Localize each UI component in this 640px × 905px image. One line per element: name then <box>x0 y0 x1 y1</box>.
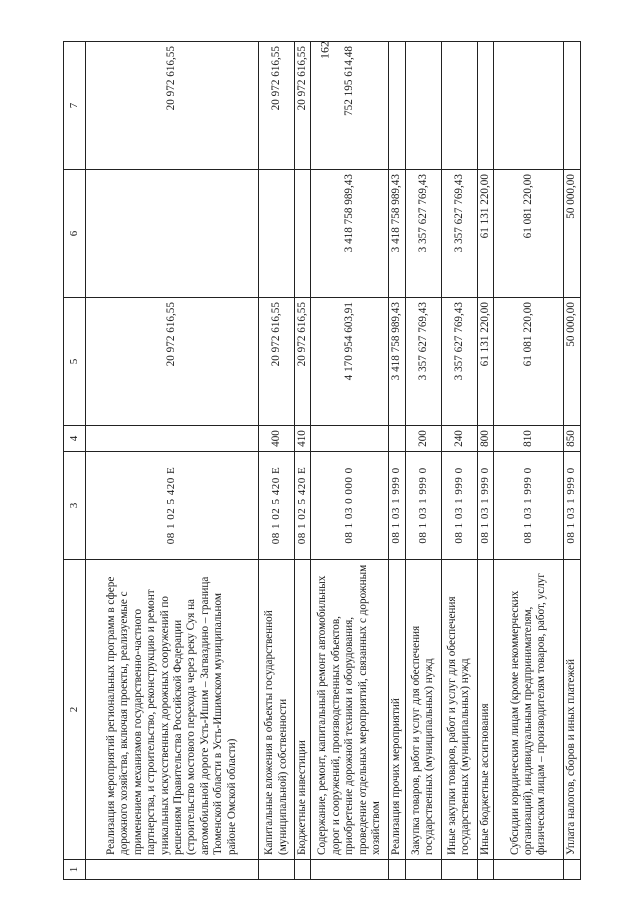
row-kvr-cell: 800 <box>477 426 493 452</box>
row-kvr-cell: 410 <box>295 426 311 452</box>
row-value-6-cell: 3 418 758 989,43 <box>389 170 405 298</box>
row-name-cell: Иные бюджетные ассигнования <box>477 560 493 860</box>
row-code-cell: 08 1 02 5 420 Е <box>86 452 259 560</box>
row-value-6-cell: 50 000,00 <box>564 170 580 298</box>
row-code-cell: 08 1 02 5 420 Е <box>295 452 311 560</box>
row-code-cell: 08 1 03 1 999 0 <box>405 452 441 560</box>
row-name-cell: Содержание, ремонт, капитальный ремонт автомобильных дорог и сооружений, производственных объектов, приобретение дорожной техники и оборудования, проведение отдельных мероприятий, связанных с дорожным хозяйством <box>311 560 389 860</box>
row-value-7-cell <box>494 42 564 170</box>
table-row <box>389 42 405 880</box>
row-number-cell <box>259 860 295 880</box>
row-number-cell <box>477 860 493 880</box>
row-value-5-cell: 4 170 954 603,91 <box>311 298 389 426</box>
row-value-7-cell <box>405 42 441 170</box>
row-name-cell: Закупка товаров, работ и услуг для обеспечения государственных (муниципальных) нужд <box>405 560 441 860</box>
row-kvr-cell <box>86 426 259 452</box>
row-value-7-cell <box>477 42 493 170</box>
row-name-cell: Бюджетные инвестиции <box>295 560 311 860</box>
table-row <box>86 42 259 880</box>
row-number-cell <box>86 860 259 880</box>
row-code-cell: 08 1 03 1 999 0 <box>477 452 493 560</box>
table-row <box>494 42 564 880</box>
header-col-7: 7 <box>64 42 86 170</box>
row-value-6-cell <box>259 170 295 298</box>
row-code-cell: 08 1 03 1 999 0 <box>564 452 580 560</box>
row-value-7-cell <box>389 42 405 170</box>
column-number-header <box>64 42 86 880</box>
table-row <box>405 42 441 880</box>
row-value-6-cell <box>295 170 311 298</box>
row-code-cell: 08 1 03 1 999 0 <box>441 452 477 560</box>
row-code-cell: 08 1 03 1 999 0 <box>494 452 564 560</box>
row-kvr-cell: 400 <box>259 426 295 452</box>
row-name-cell: Реализация прочих мероприятий <box>389 560 405 860</box>
header-col-1: 1 <box>64 860 86 880</box>
row-number-cell <box>389 860 405 880</box>
row-name-cell: Капитальные вложения в объекты государственной (муниципальной) собственности <box>259 560 295 860</box>
row-value-6-cell <box>86 170 259 298</box>
row-value-5-cell: 20 972 616,55 <box>295 298 311 426</box>
row-code-cell: 08 1 02 5 420 Е <box>259 452 295 560</box>
row-kvr-cell <box>311 426 389 452</box>
table-row <box>295 42 311 880</box>
row-value-7-cell: 20 972 616,55 <box>86 42 259 170</box>
row-value-7-cell: 20 972 616,55 <box>295 42 311 170</box>
row-value-5-cell: 3 418 758 989,43 <box>389 298 405 426</box>
row-number-cell <box>295 860 311 880</box>
row-value-5-cell: 3 357 627 769,43 <box>405 298 441 426</box>
row-kvr-cell <box>389 426 405 452</box>
row-kvr-cell: 850 <box>564 426 580 452</box>
row-value-5-cell: 61 131 220,00 <box>477 298 493 426</box>
row-value-6-cell: 3 357 627 769,43 <box>405 170 441 298</box>
row-value-5-cell: 50 000,00 <box>564 298 580 426</box>
table-row <box>564 42 580 880</box>
row-kvr-cell: 240 <box>441 426 477 452</box>
row-kvr-cell: 200 <box>405 426 441 452</box>
header-col-6: 6 <box>64 170 86 298</box>
header-col-5: 5 <box>64 298 86 426</box>
row-value-7-cell: 20 972 616,55 <box>259 42 295 170</box>
header-col-4: 4 <box>64 426 86 452</box>
row-name-cell: Иные закупки товаров, работ и услуг для обеспечения государственных (муниципальных) нужд <box>441 560 477 860</box>
row-number-cell <box>405 860 441 880</box>
row-name-cell: Уплата налогов, сборов и иных платежей <box>564 560 580 860</box>
row-number-cell <box>311 860 389 880</box>
row-value-7-cell: 752 195 614,48 <box>311 42 389 170</box>
table-row <box>311 42 389 880</box>
budget-table <box>63 41 581 880</box>
table-row <box>259 42 295 880</box>
page-number: 162 <box>317 41 332 59</box>
row-value-5-cell: 3 357 627 769,43 <box>441 298 477 426</box>
row-number-cell <box>564 860 580 880</box>
row-value-7-cell <box>441 42 477 170</box>
table-row <box>477 42 493 880</box>
row-value-6-cell: 61 081 220,00 <box>494 170 564 298</box>
budget-table-container <box>63 42 591 880</box>
row-value-6-cell: 3 418 758 989,43 <box>311 170 389 298</box>
row-number-cell <box>494 860 564 880</box>
row-value-6-cell: 61 131 220,00 <box>477 170 493 298</box>
header-col-2: 2 <box>64 560 86 860</box>
row-value-5-cell: 20 972 616,55 <box>259 298 295 426</box>
row-code-cell: 08 1 03 0 000 0 <box>311 452 389 560</box>
table-row <box>441 42 477 880</box>
row-number-cell <box>441 860 477 880</box>
row-value-5-cell: 61 081 220,00 <box>494 298 564 426</box>
row-value-5-cell: 20 972 616,55 <box>86 298 259 426</box>
row-code-cell: 08 1 03 1 999 0 <box>389 452 405 560</box>
row-name-cell: Реализация мероприятий региональных программ в сфере дорожного хозяйства, включая проекты, реализуемые с применением механизмов государственно-частного партнерства, и строительство, реконструкцию и ремонт уникальных искусственных дорожных сооружений по решениям Правительства Российской Федерации (строительство мостового перехода через реку Суя на автомобильной дороге Усть-Ишим – Загваздино – граница Тюменской области в Усть-Ишимском муниципальном районе Омской области) <box>86 560 259 860</box>
row-kvr-cell: 810 <box>494 426 564 452</box>
row-value-6-cell: 3 357 627 769,43 <box>441 170 477 298</box>
row-value-7-cell <box>564 42 580 170</box>
row-name-cell: Субсидии юридическим лицам (кроме некоммерческих организаций), индивидуальным предпринимателям, физическим лицам – производителям товаров, работ, услуг <box>494 560 564 860</box>
rotated-page <box>63 42 591 880</box>
header-col-3: 3 <box>64 452 86 560</box>
